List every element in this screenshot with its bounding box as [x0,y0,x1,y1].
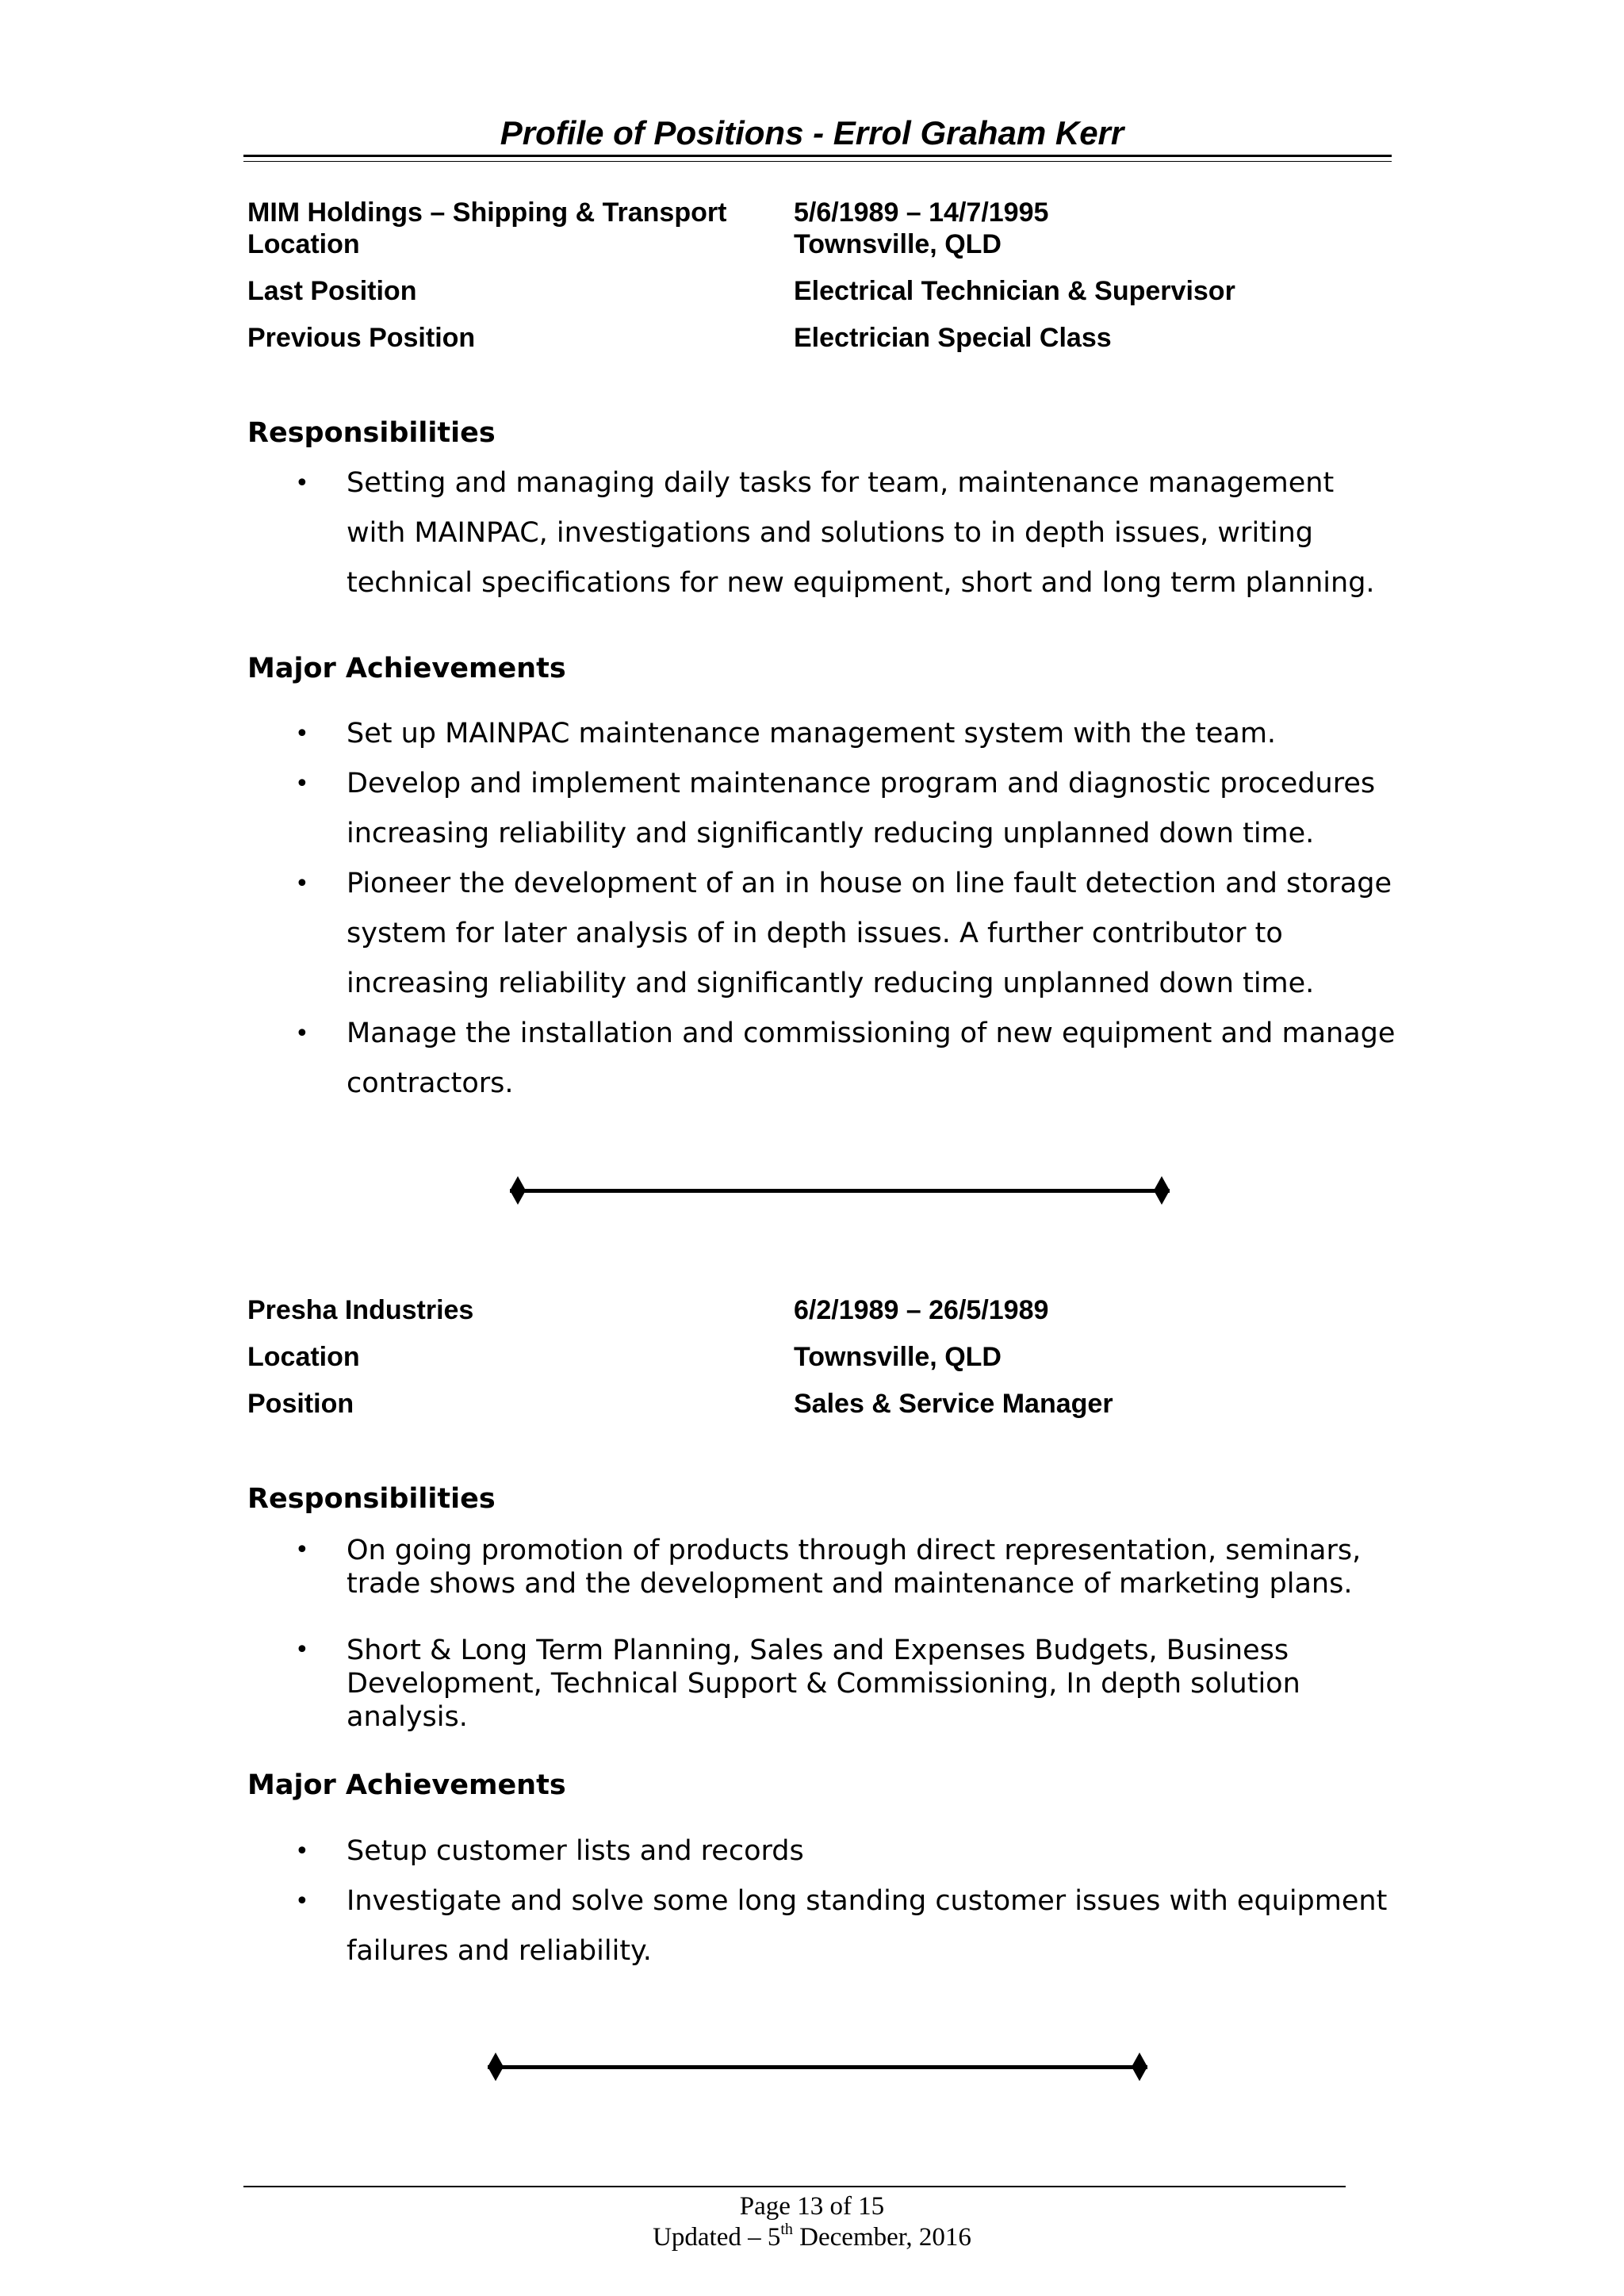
list-item-line: increasing reliability and significantly reducing unplanned down time. [347,818,1315,849]
job1-previous-position-label: Previous Position [247,323,476,353]
bullet-icon: • [295,719,309,748]
bullet-icon: • [295,769,309,798]
job1-dates: 5/6/1989 – 14/7/1995 [794,197,1049,228]
job2-company: Presha Industries [247,1295,474,1325]
list-item-line: Develop and implement maintenance program and diagnostic procedures [347,768,1376,799]
page-title: Profile of Positions - Errol Graham Kerr [500,114,1124,151]
bullet-icon: • [295,1636,309,1664]
section-divider [488,2051,1147,2083]
list-item-line: increasing reliability and significantly reducing unplanned down time. [347,968,1315,999]
job2-responsibilities-heading: Responsibilities [247,1483,496,1515]
list-item-line: Set up MAINPAC maintenance management system with the team. [347,718,1277,749]
list-item-line: On going promotion of products through direct representation, seminars, [347,1535,1362,1566]
page-number: Page 13 of 15 [739,2192,885,2221]
job1-location-label: Location [247,229,360,259]
bullet-icon: • [295,1536,309,1564]
diamond-icon [510,1176,526,1205]
job1-previous-position: Electrician Special Class [794,323,1112,353]
list-item-line: system for later analysis of in depth issues. A further contributor to [347,918,1283,949]
job1-achievements-heading: Major Achievements [247,653,566,684]
header-rule [243,155,1392,157]
list-item-line: technical specifications for new equipment, short and long term planning. [347,567,1375,599]
diamond-icon [488,2053,504,2081]
diamond-icon [1154,1176,1170,1205]
updated-prefix: Updated – 5 [653,2223,781,2252]
job1-last-position: Electrical Technician & Supervisor [794,276,1235,306]
job2-dates: 6/2/1989 – 26/5/1989 [794,1295,1049,1325]
bullet-icon: • [295,869,309,898]
bullet-icon: • [295,1887,309,1915]
bullet-icon: • [295,1837,309,1865]
updated-date [0,2222,1624,2252]
list-item-line: Manage the installation and commissioning of new equipment and manage [347,1018,1396,1049]
job2-location-label: Location [247,1342,360,1372]
list-item-line: analysis. [347,1701,468,1733]
divider-line [510,1189,1170,1193]
header-rule-thin [243,161,1392,162]
list-item-line: Development, Technical Support & Commissioning, In depth solution [347,1668,1300,1700]
list-item-line: Pioneer the development of an in house on line fault detection and storage [347,868,1392,899]
job1-responsibilities-heading: Responsibilities [247,417,496,449]
job2-position: Sales & Service Manager [794,1389,1113,1419]
list-item-line: trade shows and the development and maintenance of marketing plans. [347,1568,1353,1600]
list-item-line: failures and reliability. [347,1935,652,1967]
list-item-line: Short & Long Term Planning, Sales and Expenses Budgets, Business [347,1635,1289,1666]
job1-last-position-label: Last Position [247,276,417,306]
updated-suffix: December, 2016 [792,2223,971,2252]
footer-rule [243,2186,1346,2187]
section-divider [510,1175,1170,1206]
job1-company: MIM Holdings – Shipping & Transport [247,197,727,228]
job2-achievements-heading: Major Achievements [247,1769,566,1801]
list-item-line: with MAINPAC, investigations and solutions to in depth issues, writing [347,517,1314,549]
bullet-icon: • [295,469,309,497]
divider-line [488,2065,1147,2069]
bullet-icon: • [295,1019,309,1048]
list-item-line: contractors. [347,1068,514,1099]
updated-superscript: th [780,2221,793,2238]
job2-position-label: Position [247,1389,354,1419]
job2-location: Townsville, QLD [794,1342,1002,1372]
list-item-line: Investigate and solve some long standing customer issues with equipment [347,1885,1388,1917]
job1-location: Townsville, QLD [794,229,1002,259]
diamond-icon [1132,2053,1147,2081]
list-item-line: Setup customer lists and records [347,1835,804,1867]
list-item-line: Setting and managing daily tasks for team, maintenance management [347,467,1335,499]
